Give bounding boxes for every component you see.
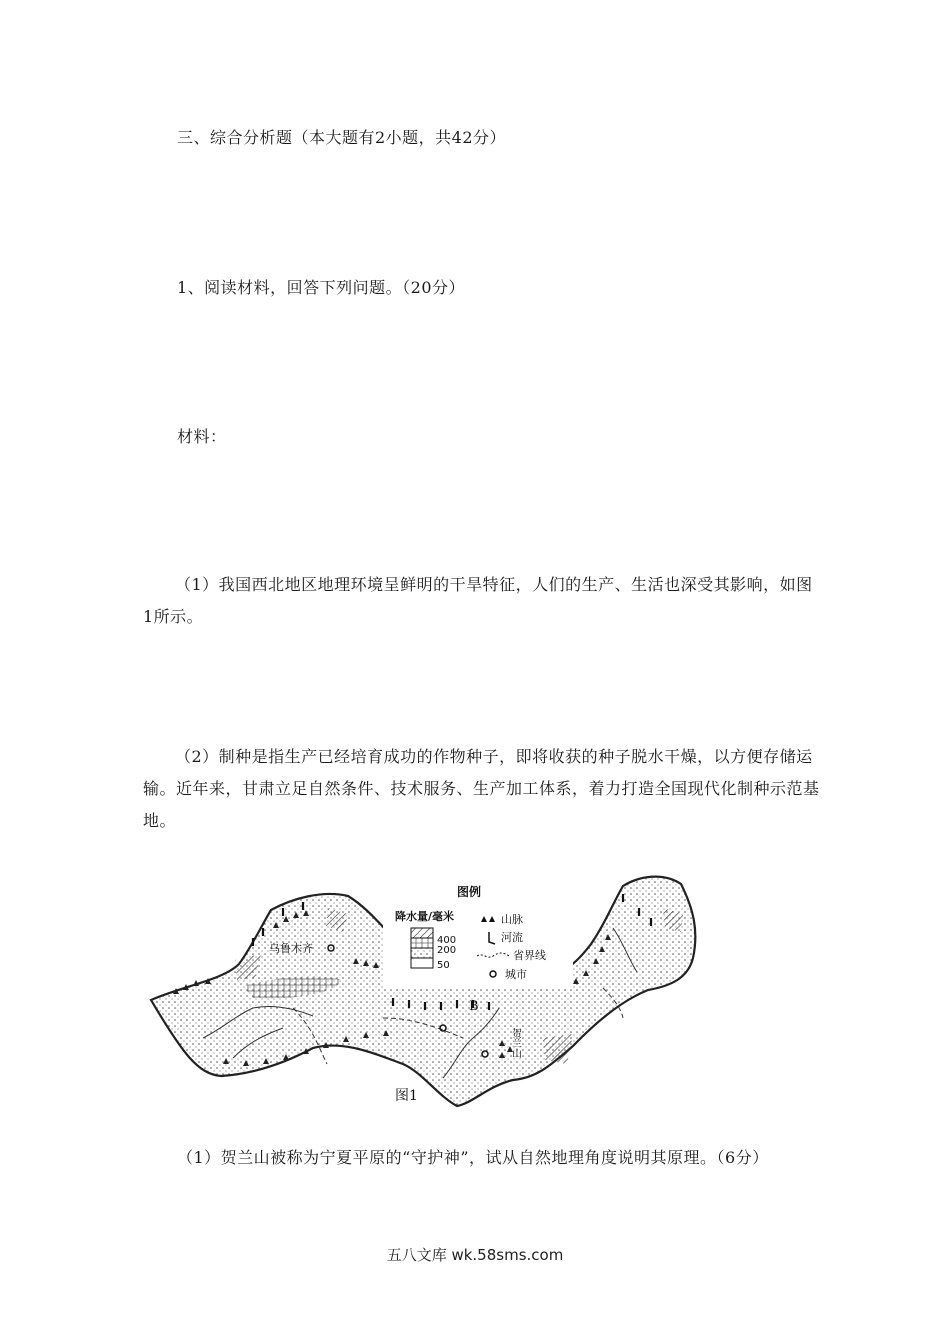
sub-question-1: （1）贺兰山被称为宁夏平原的“守护神”，试从自然地理角度说明其原理。（6分） xyxy=(177,1148,769,1167)
legend-river: 河流 xyxy=(501,931,523,944)
material-label: 材料： xyxy=(177,427,227,446)
section-heading: 三、综合分析题（本大题有2小题，共42分） xyxy=(177,128,507,147)
precip-title: 降水量/毫米 xyxy=(395,910,455,923)
footer-watermark: 五八文库 wk.58sms.com xyxy=(386,1246,564,1264)
precip-level-400: 400 xyxy=(437,935,457,946)
question-heading: 1、阅读材料，回答下列问题。（20分） xyxy=(177,278,466,297)
place-label: 乌鲁木齐 xyxy=(269,942,313,955)
legend-title: 图例 xyxy=(457,885,482,899)
figure-1-map xyxy=(143,868,703,1118)
map-legend xyxy=(383,868,573,988)
point-b-label: B xyxy=(469,999,479,1014)
precip-level-50: 50 xyxy=(437,960,450,971)
material-paragraph-2: （2）制种是指生产已经培育成功的作物种子，即将收获的种子脱水干燥，以方便存储运输。近年来，甘肃立足自然条件、技术服务、生产加工体系，着力打造全国现代化制种示范基地。 xyxy=(143,747,820,830)
legend-mountain: 山脉 xyxy=(501,913,523,926)
precip-level-200: 200 xyxy=(437,945,457,956)
legend-province-line: 省界线 xyxy=(513,949,546,962)
material-paragraph-1: （1）我国西北地区地理环境呈鲜明的干旱特征，人们的生产、生活也深受其影响，如图1所示。 xyxy=(143,575,813,626)
figure-caption: 图1 xyxy=(395,1088,418,1104)
legend-city: 城市 xyxy=(505,968,527,981)
mountain-label: 贺兰山 xyxy=(509,1028,521,1058)
hatched-area xyxy=(543,1034,573,1064)
